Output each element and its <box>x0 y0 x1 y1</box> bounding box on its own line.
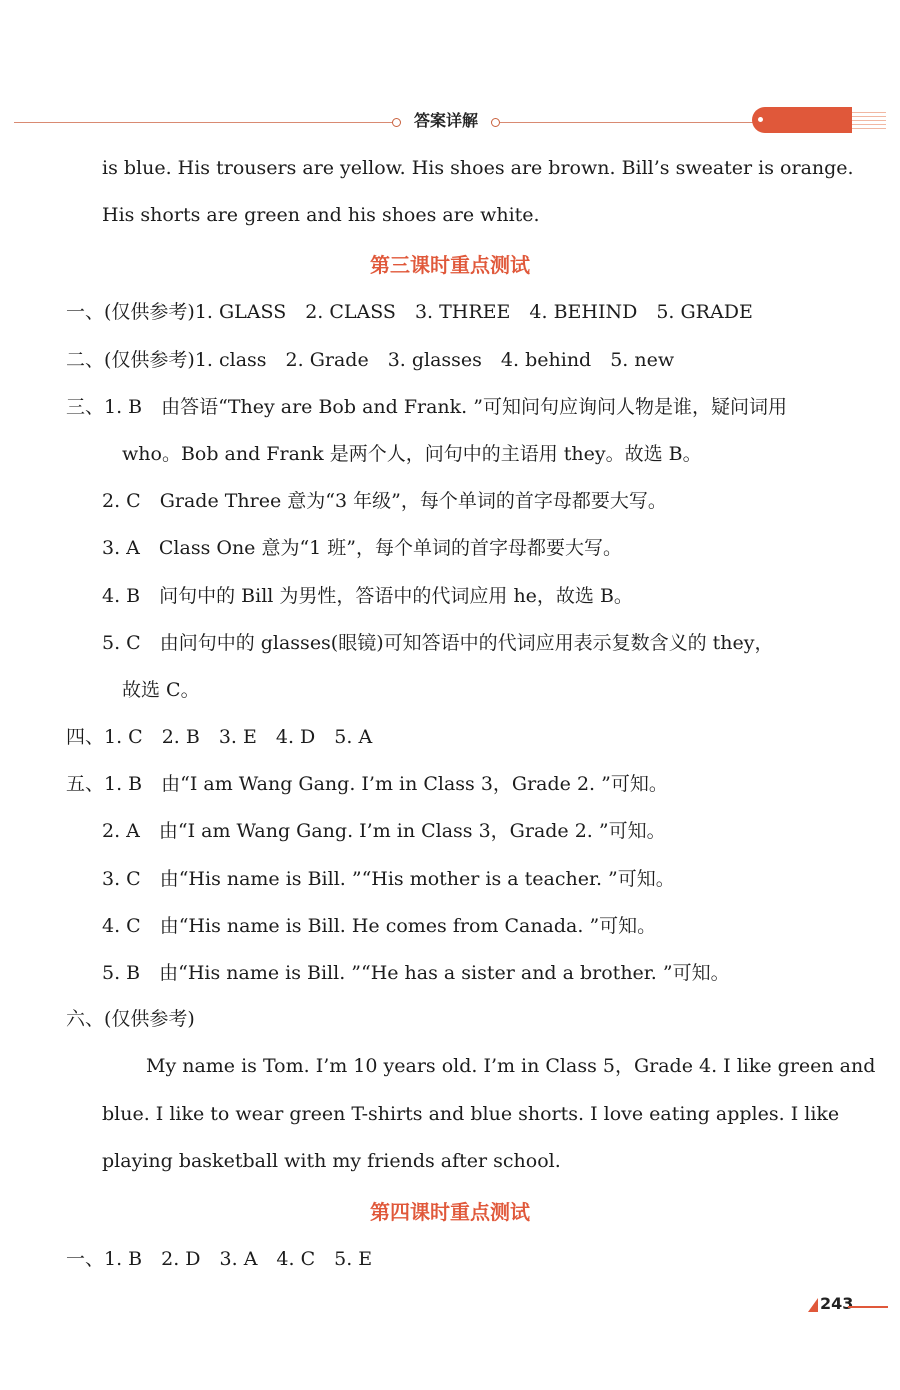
q3-line-4: 3. A Class One 意为“1 班”，每个单词的首字母都要大写。 <box>102 537 623 559</box>
q6-essay-line-2: blue. I like to wear green T-shirts and blue shorts. I love eating apples. I like <box>102 1103 840 1125</box>
q3-line-6: 5. C 由问句中的 glasses(眼镜)可知答语中的代词应用表示复数含义的 they， <box>102 632 774 654</box>
q1-answers: 一、(仅供参考)1. GLASS 2. CLASS 3. THREE 4. BEHIND 5. GRADE <box>66 301 753 323</box>
intro-line-1: is blue. His trousers are yellow. His shoes are brown. Bill’s sweater is orange. <box>102 157 854 179</box>
q2-answers: 二、(仅供参考)1. class 2. Grade 3. glasses 4. behind 5. new <box>66 349 675 371</box>
header-hatch <box>852 111 886 129</box>
q3-line-1: 三、1. B 由答语“They are Bob and Frank. ”可知问句应询问人物是谁，疑问词用 <box>66 396 787 418</box>
q5-line-5: 5. B 由“His name is Bill. ”“He has a sister and a brother. ”可知。 <box>102 962 730 984</box>
section-title-4: 第四课时重点测试 <box>370 1200 530 1224</box>
header-rule-left <box>14 122 392 123</box>
q3-line-2: who。Bob and Frank 是两个人，问句中的主语用 they。故选 B。 <box>122 443 702 465</box>
q5-line-4: 4. C 由“His name is Bill. He comes from Canada. ”可知。 <box>102 915 657 937</box>
q4-answers: 四、1. C 2. B 3. E 4. D 5. A <box>66 726 373 748</box>
header-tab <box>752 107 852 133</box>
q6-essay-line-1: My name is Tom. I’m 10 years old. I’m in Class 5，Grade 4. I like green and <box>146 1055 876 1077</box>
page-number-bar <box>848 1306 888 1308</box>
q5-line-3: 3. C 由“His name is Bill. ”“His mother is a teacher. ”可知。 <box>102 868 675 890</box>
intro-line-2: His shorts are green and his shoes are white. <box>102 204 540 226</box>
header-tab-dot <box>758 117 763 122</box>
q5-line-1: 五、1. B 由“I am Wang Gang. I’m in Class 3，Grade 2. ”可知。 <box>66 773 668 795</box>
header-dot-right <box>491 118 500 127</box>
q3-line-3: 2. C Grade Three 意为“3 年级”，每个单词的首字母都要大写。 <box>102 490 667 512</box>
page-header <box>0 100 900 140</box>
q5-line-2: 2. A 由“I am Wang Gang. I’m in Class 3，Grade 2. ”可知。 <box>102 820 666 842</box>
page-number: 243 <box>820 1294 854 1313</box>
q3-line-5: 4. B 问句中的 Bill 为男性，答语中的代词应用 he，故选 B。 <box>102 585 633 607</box>
q3-line-7: 故选 C。 <box>122 679 200 701</box>
page-number-marker <box>808 1294 868 1318</box>
q6-label: 六、(仅供参考) <box>66 1008 195 1030</box>
header-title: 答案详解 <box>413 111 478 130</box>
section-title-3: 第三课时重点测试 <box>370 253 530 277</box>
section4-q1-answers: 一、1. B 2. D 3. A 4. C 5. E <box>66 1248 373 1270</box>
page-number-triangle <box>808 1298 818 1312</box>
q6-essay-line-3: playing basketball with my friends after school. <box>102 1150 561 1172</box>
header-rule-right <box>500 122 755 123</box>
header-dot-left <box>392 118 401 127</box>
